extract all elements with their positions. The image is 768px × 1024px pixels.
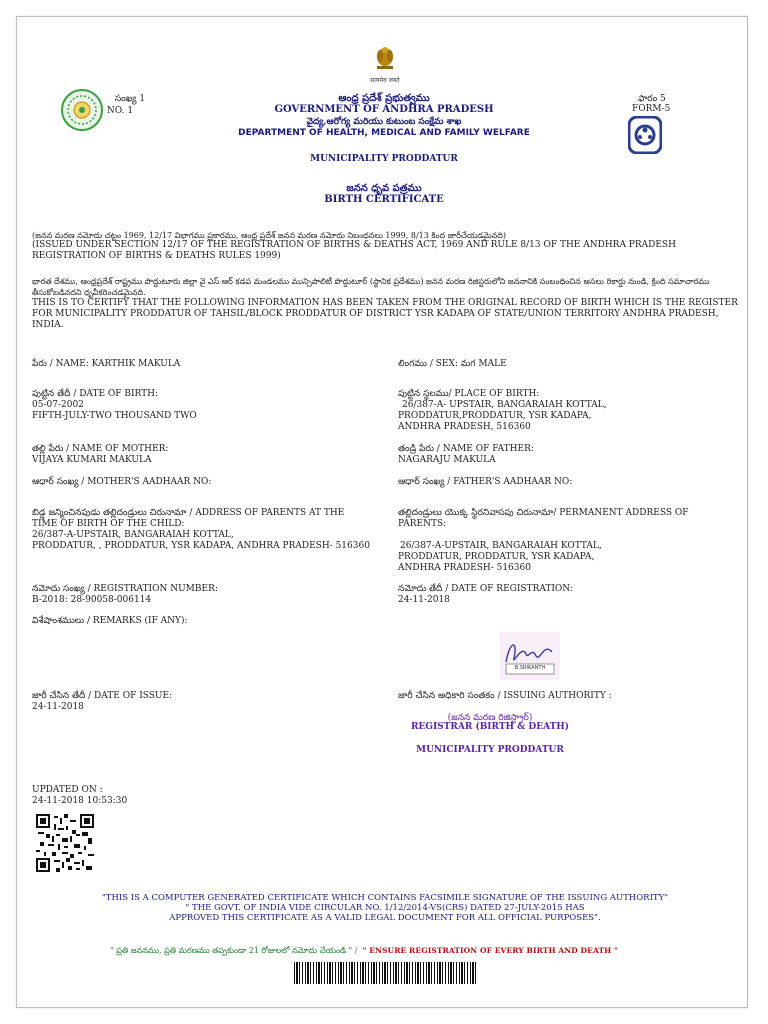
dept-english: DEPARTMENT OF HEALTH, MEDICAL AND FAMILY WELFARE <box>238 128 530 138</box>
andhra-pradesh-logo-icon <box>60 88 104 132</box>
footer-line3: APPROVED THIS CERTIFICATE AS A VALID LEGAL DOCUMENT FOR ALL OFFICIAL PURPOSES". <box>169 913 601 923</box>
address-perm-line3: ANDHRA PRADESH- 516360 <box>398 563 531 573</box>
qr-code-icon <box>36 814 94 872</box>
remarks-label: విశేషాంశములు / REMARKS (IF ANY): <box>32 616 188 626</box>
slogan-english: " ENSURE REGISTRATION OF EVERY BIRTH AND DEATH " <box>362 946 619 955</box>
regdate-value: 24-11-2018 <box>398 595 450 605</box>
pob-label: పుట్టిన స్థలము/ PLACE OF BIRTH: <box>398 389 540 399</box>
address-birth-line2: PRODDATUR, , PRODDATUR, YSR KADAPA, ANDHRA PRADESH- 516360 <box>32 541 370 551</box>
sex-field: లింగము / SEX: మగ MALE <box>398 359 507 369</box>
issued-under-english: (ISSUED UNDER SECTION 12/17 OF THE REGISTRATION OF BIRTHS & DEATHS ACT, 1969 AND RULE 8/13 OF THE ANDHRA PRADESH REGISTRATION OF BIRTHS & DEATHS RULES 1999) <box>32 240 676 261</box>
address-birth-label-1: బిడ్డ జన్మించినపుడు తల్లిదండ్రులు చిరునామా / ADDRESS OF PARENTS AT THE <box>32 508 345 518</box>
barcode <box>294 962 476 984</box>
dob-label: పుట్టిన తేదీ / DATE OF BIRTH: <box>32 389 159 399</box>
address-perm-line2: PRODDATUR, PRODDATUR, YSR KADAPA, <box>398 552 595 562</box>
regno-value: B-2018: 28-90058-006114 <box>32 595 152 605</box>
father-label: తండ్రి పేరు / NAME OF FATHER: <box>398 444 534 454</box>
regdate-label: నమోదు తేదీ / DATE OF REGISTRATION: <box>398 584 573 594</box>
footer-line1: "THIS IS A COMPUTER GENERATED CERTIFICATE WHICH CONTAINS FACSIMILE SIGNATURE OF THE ISSUING AUTHORITY" <box>101 893 669 903</box>
issue-date-label: జారీ చేసిన తేదీ / DATE OF ISSUE: <box>32 691 173 701</box>
name-field: పేరు / NAME: KARTHIK MAKULA <box>32 359 181 369</box>
updated-value: 24-11-2018 10:53:30 <box>32 796 128 806</box>
pob-line1: 26/387-A- UPSTAIR, BANGARAIAH KOTTAL, <box>402 400 607 410</box>
mother-aadhaar: ఆధార్ సంఖ్య / MOTHER'S AADHAAR NO: <box>32 477 212 487</box>
address-birth-line1: 26/387-A-UPSTAIR, BANGARAIAH KOTTAL, <box>32 530 234 540</box>
national-emblem-icon <box>372 44 398 76</box>
gov-english: GOVERNMENT OF ANDHRA PRADESH <box>274 104 494 115</box>
cert-title-english: BIRTH CERTIFICATE <box>324 194 444 205</box>
regno-label: నమోదు సంఖ్య / REGISTRATION NUMBER: <box>32 584 218 594</box>
cert-title-telugu: జనన ధృవ పత్రము <box>346 183 422 194</box>
mother-label: తల్లి పేరు / NAME OF MOTHER: <box>32 444 169 454</box>
address-perm-label-2: PARENTS: <box>398 519 447 529</box>
certify-telugu: భారత దేశము, ఆంధ్రప్రదేశ్ రాష్ట్రము పొద్దుటూరు జిల్లా వై ఎస్ ఆర్ కడప మండలము మున్సిపాలిటీ పొద్దుటూర్ (స్థానిక ప్రదేశము) జనన మరణ రిజిస్టరులోని జననానికి సంబంధించిన అసలు రికార్డు నుండి, క్రింది సమాచారము తీసుకోబడినదని ధృవీకరించడమైనది. <box>32 277 710 297</box>
form-english: FORM-5 <box>632 104 671 114</box>
dob-words: FIFTH-JULY-TWO THOUSAND TWO <box>32 411 197 421</box>
number-telugu: సంఖ్య 1 <box>114 94 146 104</box>
emblem-caption: सत्यमेव जयते <box>370 77 400 84</box>
issue-date-value: 24-11-2018 <box>32 702 84 712</box>
family-welfare-logo-icon <box>628 116 662 154</box>
address-perm-line1: 26/387-A-UPSTAIR, BANGARAIAH KOTTAL, <box>400 541 602 551</box>
father-aadhaar: ఆధార్ సంఖ్య / FATHER'S AADHAAR NO: <box>398 477 573 487</box>
gov-telugu: ఆంధ్ర ప్రదేశ్ ప్రభుత్వము <box>338 93 430 104</box>
father-value: NAGARAJU MAKULA <box>398 455 496 465</box>
certify-english: THIS IS TO CERTIFY THAT THE FOLLOWING INFORMATION HAS BEEN TAKEN FROM THE ORIGINAL RECORD OF BIRTH WHICH IS THE REGISTER FOR MUNICIPALITY PRODDATUR OF TAHSIL/BLOCK PRODDATUR OF DISTRICT YSR KADAPA OF STATE/UNION TERRITORY ANDHRA PRADESH, INDIA. <box>32 298 738 330</box>
registrar-telugu: (జనన మరణ రిజిస్ట్రార్) <box>447 713 533 723</box>
pob-line2: PRODDATUR,PRODDATUR, YSR KADAPA, <box>398 411 592 421</box>
registrar-english: REGISTRAR (BIRTH & DEATH) <box>410 722 570 732</box>
signature-name: B.SRIKANTH <box>514 665 546 671</box>
mother-value: VIJAYA KUMARI MAKULA <box>32 455 152 465</box>
slogan-row <box>110 938 670 957</box>
dept-telugu: వైద్య,ఆరోగ్య మరియు కుటుంబ సంక్షేమ శాఖ <box>306 117 462 127</box>
issuing-authority-label: జారీ చేసిన అధికారి సంతకం / ISSUING AUTHORITY : <box>398 691 612 701</box>
pob-line3: ANDHRA PRADESH, 516360 <box>398 422 531 432</box>
issued-under-telugu: (జనన మరణ నమోదు చట్టం 1969, 12/17 విభాగము ప్రకారము, ఆంధ్ర ప్రదేశ్ జనన మరణ నమోదు నిబంధనలు 1999, 8/13 కింద జారీచేయడమైనది) <box>32 231 507 240</box>
registrar-municipality: MUNICIPALITY PRODDATUR <box>416 745 564 755</box>
dob-value: 05-07-2002 <box>32 400 84 410</box>
form-telugu: ఫారం 5 <box>638 94 666 104</box>
number-english: NO. 1 <box>106 106 134 116</box>
updated-label: UPDATED ON : <box>32 785 103 795</box>
footer-line2: " THE GOVT. OF INDIA VIDE CIRCULAR NO. 1/12/2014-VS(CRS) DATED 27-JULY-2015 HAS <box>185 903 585 913</box>
address-birth-label-2: TIME OF BIRTH OF THE CHILD: <box>32 519 185 529</box>
slogan-telugu: " ప్రతి జననము, ప్రతి మరణము తప్పకుండా 21 రోజులలో నమోదు చేయండి " / <box>110 946 358 955</box>
municipality-header: MUNICIPALITY PRODDATUR <box>310 154 458 164</box>
signature-icon <box>500 632 560 680</box>
address-perm-label-1: తల్లిదండ్రులు యొక్క స్థిరనివాసపు చిరునామా/ PERMANENT ADDRESS OF <box>398 508 689 518</box>
